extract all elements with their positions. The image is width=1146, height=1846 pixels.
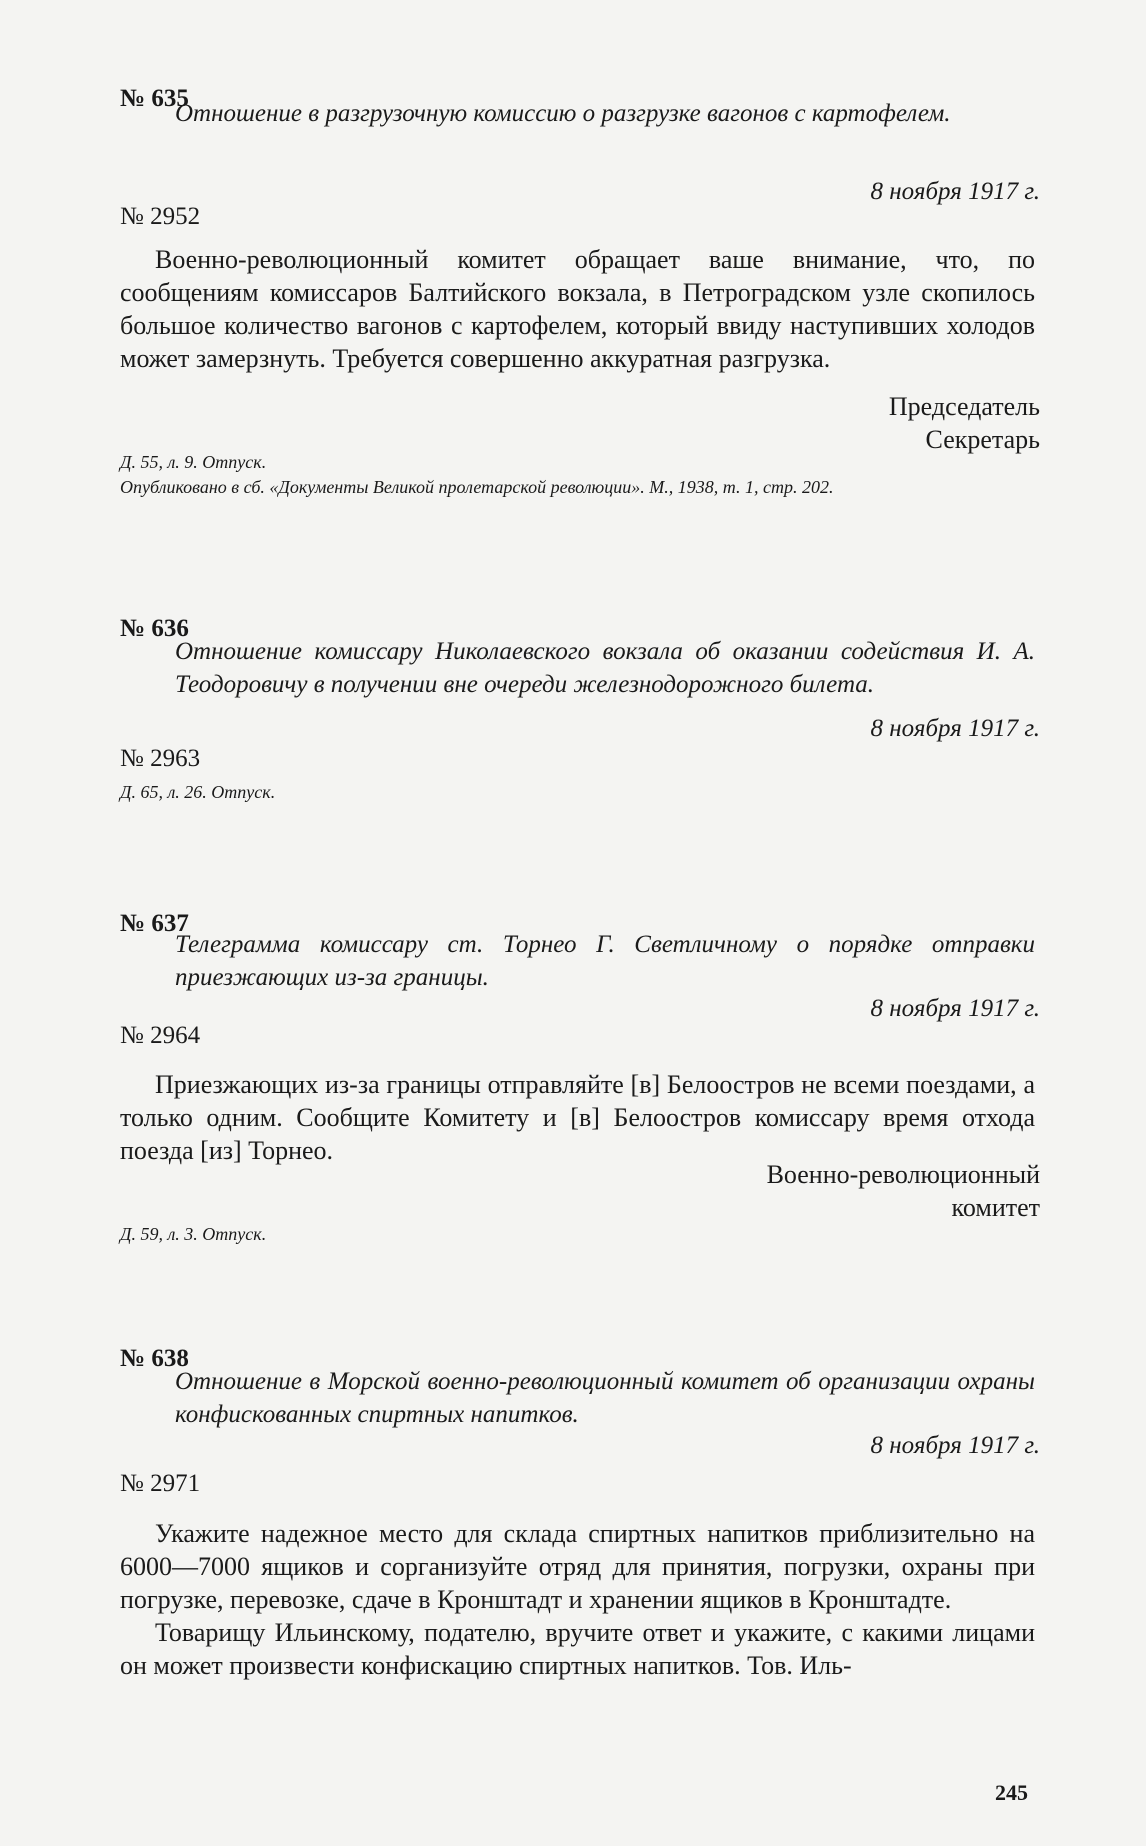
doc-title: Отношение в разгрузочную комиссию о разгрузке вагонов с картофелем. <box>175 100 951 127</box>
body-paragraph: Военно-революционный комитет обращает ваше внимание, что, по сообщениям комиссаров Балтийского вокзала, в Петроградском узле скопилось большое количество вагонов с картофелем, который ввиду наступивших холодов может замерзнуть. Требуется совершенно аккуратная разгрузка. <box>120 245 1035 373</box>
signature-line: комитет <box>951 1193 1040 1222</box>
source-note <box>120 780 1035 805</box>
body-paragraph: Приезжающих из-за границы отправляйте [в] Белоостров не всеми поездами, а только одним. Сообщите Комитету и [в] Белоостров комиссару время отхода поезда [из] Торнео. <box>120 1070 1035 1165</box>
doc-body <box>120 1517 1035 1682</box>
source-line: Д. 65, л. 26. Отпуск. <box>120 782 276 802</box>
doc-reg-number: № 2952 <box>120 203 201 230</box>
signature-line: Председатель <box>888 392 1040 421</box>
source-note <box>120 1222 1035 1247</box>
source-line: Опубликовано в сб. «Документы Великой пролетарской революции». М., 1938, т. 1, стр. 202. <box>120 477 834 497</box>
doc-body <box>120 1068 1035 1167</box>
doc-title: Отношение в Морской военно-революционный комитет об организации охраны конфискованных спиртных напитков. <box>175 1368 1035 1428</box>
page-number: 245 <box>995 1780 1028 1805</box>
source-note <box>120 450 1035 500</box>
doc-date: 8 ноября 1917 г. <box>870 995 1040 1022</box>
body-paragraph: Товарищу Ильинскому, подателю, вручите ответ и укажите, с какими лицами он может произвести конфискацию спиртных напитков. Тов. Иль- <box>120 1618 1035 1680</box>
doc-title: Отношение комиссару Николаевского вокзала об оказании содействия И. А. Теодоровичу в получении вне очереди железнодорожного билета. <box>175 638 1035 698</box>
doc-reg-number: № 2963 <box>120 745 201 772</box>
doc-date: 8 ноября 1917 г. <box>870 178 1040 205</box>
doc-date: 8 ноября 1917 г. <box>870 715 1040 742</box>
doc-title: Телеграмма комиссару ст. Торнео Г. Светличному о порядке отправки приезжающих из-за границы. <box>175 931 1035 991</box>
signature-block <box>767 1158 1040 1224</box>
doc-reg-number: № 2964 <box>120 1022 201 1049</box>
source-line: Д. 59, л. 3. Отпуск. <box>120 1224 267 1244</box>
doc-reg-number: № 2971 <box>120 1470 201 1497</box>
doc-number: № 635 <box>120 85 189 112</box>
signature-line: Военно-революционный <box>766 1160 1040 1189</box>
body-paragraph: Укажите надежное место для склада спиртных напитков приблизительно на 6000—7000 ящиков и сорганизуйте отряд для принятия, погрузки, охраны при погрузке, перевозке, сдаче в Кронштадт и хранении ящиков в Кронштадте. <box>120 1519 1035 1614</box>
doc-number: № 638 <box>120 1345 189 1372</box>
doc-number: № 637 <box>120 910 189 937</box>
signature-line: Секретарь <box>925 425 1040 454</box>
signature-block <box>889 390 1040 456</box>
doc-number: № 636 <box>120 615 189 642</box>
doc-body <box>120 243 1035 375</box>
doc-date: 8 ноября 1917 г. <box>870 1432 1040 1459</box>
source-line: Д. 55, л. 9. Отпуск. <box>120 452 267 472</box>
